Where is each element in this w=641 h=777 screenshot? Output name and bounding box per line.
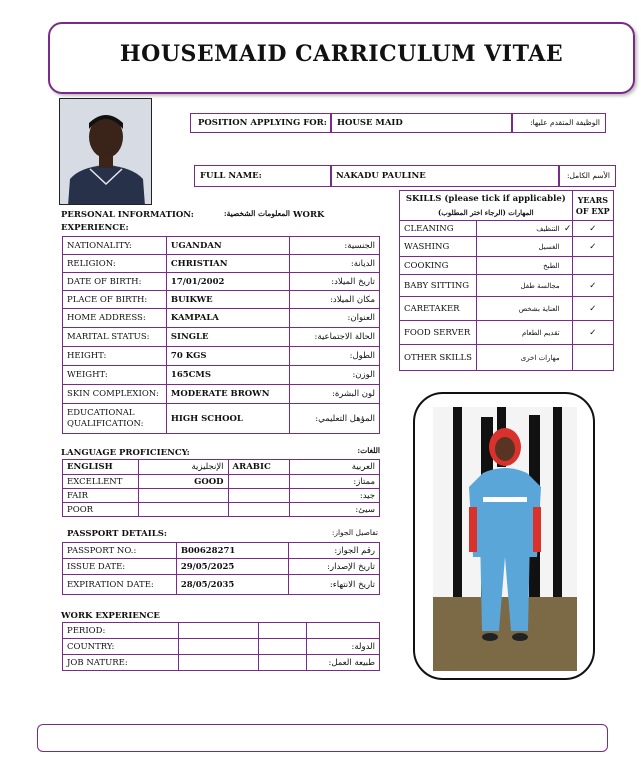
skill-arabic-cell: [477, 297, 573, 321]
personal-label: PLACE OF BIRTH:: [63, 291, 167, 309]
language-row: [63, 489, 380, 503]
work-heading: WORK EXPERIENCE: [61, 611, 160, 621]
fullname-label: FULL NAME:: [200, 171, 262, 181]
work-label: JOB NATURE:: [63, 655, 179, 671]
passport-row: [63, 559, 380, 575]
language-level-label: EXCELLENT: [63, 475, 139, 489]
work-row: [63, 639, 380, 655]
skill-label-arabic: الغسيل: [538, 242, 560, 251]
language-level-label: FAIR: [63, 489, 139, 503]
applicant-photo-frame: [413, 392, 595, 680]
language-row: [63, 475, 380, 489]
personal-label: NATIONALITY:: [63, 237, 167, 255]
personal-row: [63, 366, 380, 385]
passport-value: 29/05/2025: [176, 559, 289, 575]
personal-heading-suffix: WORK: [293, 210, 325, 220]
arabic-header: ARABIC: [228, 460, 290, 475]
applicant-full-photo: [433, 407, 577, 671]
personal-label-arabic: الحالة الاجتماعية:: [290, 328, 380, 347]
personal-label-arabic: العنوان:: [290, 309, 380, 328]
personal-value: 17/01/2002: [166, 273, 290, 291]
skills-header-arabic: المهارات (الرجاء اختر المطلوب): [437, 208, 534, 217]
fullname-label-arabic: الأسم الكامل:: [566, 171, 610, 180]
personal-row: [63, 404, 380, 434]
personal-row: [63, 255, 380, 273]
skill-arabic-cell: [477, 275, 573, 297]
skill-row: [400, 297, 614, 321]
language-level-arabic: ممتاز:: [290, 475, 380, 489]
personal-value: 165CMS: [166, 366, 290, 385]
personal-label-arabic: الطول:: [290, 347, 380, 366]
title-box: [48, 22, 635, 94]
passport-row: [63, 575, 380, 595]
years-of-exp-cell: ✓: [572, 237, 613, 257]
personal-value: BUIKWE: [166, 291, 290, 309]
personal-label: HEIGHT:: [63, 347, 167, 366]
skill-label-arabic: التنظيف: [536, 224, 560, 233]
personal-row: [63, 291, 380, 309]
personal-value: 70 KGS: [166, 347, 290, 366]
skills-header-cell: [400, 191, 573, 221]
passport-label: ISSUE DATE:: [63, 559, 177, 575]
applicant-headshot: [59, 98, 152, 205]
language-level-label: POOR: [63, 503, 139, 517]
passport-heading-arabic: تفاصيل الجواز:: [331, 528, 378, 537]
work-row: [63, 623, 380, 639]
personal-label: DATE OF BIRTH:: [63, 273, 167, 291]
language-level-arabic: جيد:: [290, 489, 380, 503]
years-of-exp-cell: ✓: [572, 297, 613, 321]
arabic-level-value: [228, 503, 290, 517]
work-label: COUNTRY:: [63, 639, 179, 655]
passport-value: 28/05/2035: [176, 575, 289, 595]
passport-heading: PASSPORT DETAILS:: [67, 529, 167, 539]
language-level-arabic: سيئ:: [290, 503, 380, 517]
personal-row: [63, 237, 380, 255]
personal-value: UGANDAN: [166, 237, 290, 255]
personal-row: [63, 273, 380, 291]
personal-label: EDUCATIONAL QUALIFICATION:: [63, 404, 167, 434]
personal-label: HOME ADDRESS:: [63, 309, 167, 328]
arabic-header-arabic: العربية: [290, 460, 380, 475]
language-row: [63, 503, 380, 517]
work-label: PERIOD:: [63, 623, 179, 639]
work-value: [259, 623, 307, 639]
skill-label: COOKING: [400, 257, 477, 275]
page-title: HOUSEMAID CARRICULUM VITAE: [119, 41, 564, 67]
skill-arabic-cell: [477, 221, 573, 237]
skill-label: OTHER SKILLS: [400, 345, 477, 371]
personal-heading-arabic: المعلومات الشخصية:: [223, 209, 290, 218]
years-of-exp-cell: ✓: [572, 275, 613, 297]
personal-info-table: [62, 236, 380, 434]
personal-row: [63, 347, 380, 366]
skill-arabic-cell: [477, 257, 573, 275]
arabic-level-value: [228, 475, 290, 489]
personal-label-arabic: الديانة:: [290, 255, 380, 273]
skill-label-arabic: مهارات اخرى: [520, 353, 560, 362]
personal-row: [63, 328, 380, 347]
fullname-value: NAKADU PAULINE: [336, 171, 426, 181]
language-heading: LANGUAGE PROFICIENCY:: [61, 448, 190, 458]
passport-value: B00628271: [176, 543, 289, 559]
language-heading-arabic: اللغات:: [357, 446, 380, 455]
personal-label: RELIGION:: [63, 255, 167, 273]
personal-label: WEIGHT:: [63, 366, 167, 385]
work-row: [63, 655, 380, 671]
english-level-value: [138, 489, 228, 503]
years-of-exp-cell: [572, 345, 613, 371]
skill-row: [400, 221, 614, 237]
work-table: [62, 622, 380, 671]
personal-row: [63, 309, 380, 328]
personal-label-arabic: تاريخ الميلاد:: [290, 273, 380, 291]
position-label-arabic: الوظيفة المتقدم عليها:: [530, 118, 600, 127]
years-of-exp-header: YEARS OF EXP: [572, 191, 613, 221]
personal-label-arabic: الوزن:: [290, 366, 380, 385]
skill-label: CLEANING: [400, 221, 477, 237]
skill-label: BABY SITTING: [400, 275, 477, 297]
work-label-arabic: [307, 623, 380, 639]
skills-header: SKILLS (please tick if applicable): [405, 194, 566, 204]
work-value: [259, 655, 307, 671]
passport-label: EXPIRATION DATE:: [63, 575, 177, 595]
skill-label: CARETAKER: [400, 297, 477, 321]
position-label: POSITION APPLYING FOR:: [198, 118, 327, 128]
position-value: HOUSE MAID: [337, 118, 403, 128]
skill-row: [400, 345, 614, 371]
skill-label-arabic: تقديم الطعام: [521, 328, 560, 337]
skill-row: [400, 275, 614, 297]
personal-value: HIGH SCHOOL: [166, 404, 290, 434]
passport-row: [63, 543, 380, 559]
personal-row: [63, 385, 380, 404]
personal-value: MODERATE BROWN: [166, 385, 290, 404]
years-of-exp-cell: ✓: [572, 321, 613, 345]
personal-value: CHRISTIAN: [166, 255, 290, 273]
skill-arabic-cell: [477, 345, 573, 371]
skill-label-arabic: مجالسة طفل: [520, 281, 560, 290]
passport-label-arabic: رقم الجواز:: [289, 543, 380, 559]
personal-label-arabic: المؤهل التعليمي:: [290, 404, 380, 434]
skill-row: [400, 257, 614, 275]
work-label-arabic: طبيعة العمل:: [307, 655, 380, 671]
work-value: [178, 639, 259, 655]
skill-arabic-cell: [477, 237, 573, 257]
personal-label-arabic: لون البشرة:: [290, 385, 380, 404]
english-header: ENGLISH: [63, 460, 139, 475]
english-header-arabic: الإنجليزية: [138, 460, 228, 475]
arabic-level-value: [228, 489, 290, 503]
personal-value: SINGLE: [166, 328, 290, 347]
skill-label: FOOD SERVER: [400, 321, 477, 345]
english-level-value: [138, 503, 228, 517]
skill-label: WASHING: [400, 237, 477, 257]
skills-table: [399, 190, 614, 371]
personal-label-arabic: الجنسية:: [290, 237, 380, 255]
personal-value: KAMPALA: [166, 309, 290, 328]
years-of-exp-cell: [572, 257, 613, 275]
personal-heading: PERSONAL INFORMATION:: [61, 210, 194, 220]
skill-checkbox[interactable]: ✓: [563, 223, 572, 234]
skill-label-arabic: الطبخ: [543, 261, 560, 270]
passport-label-arabic: تاريخ الانتهاء:: [289, 575, 380, 595]
passport-table: [62, 542, 380, 595]
work-value: [178, 655, 259, 671]
english-level-value: GOOD: [138, 475, 228, 489]
work-value: [178, 623, 259, 639]
passport-label-arabic: تاريخ الإصدار:: [289, 559, 380, 575]
work-label-arabic: الدولة:: [307, 639, 380, 655]
years-of-exp-cell: ✓: [572, 221, 613, 237]
footer-box: [37, 724, 608, 752]
skill-row: [400, 321, 614, 345]
skill-arabic-cell: [477, 321, 573, 345]
personal-label: MARITAL STATUS:: [63, 328, 167, 347]
personal-label-arabic: مكان الميلاد:: [290, 291, 380, 309]
personal-label: SKIN COMPLEXION:: [63, 385, 167, 404]
language-table: [62, 459, 380, 517]
skill-row: [400, 237, 614, 257]
passport-label: PASSPORT NO.:: [63, 543, 177, 559]
work-value: [259, 639, 307, 655]
personal-heading-line2: EXPERIENCE:: [61, 223, 129, 233]
skill-label-arabic: العناية بشخص: [518, 304, 560, 313]
